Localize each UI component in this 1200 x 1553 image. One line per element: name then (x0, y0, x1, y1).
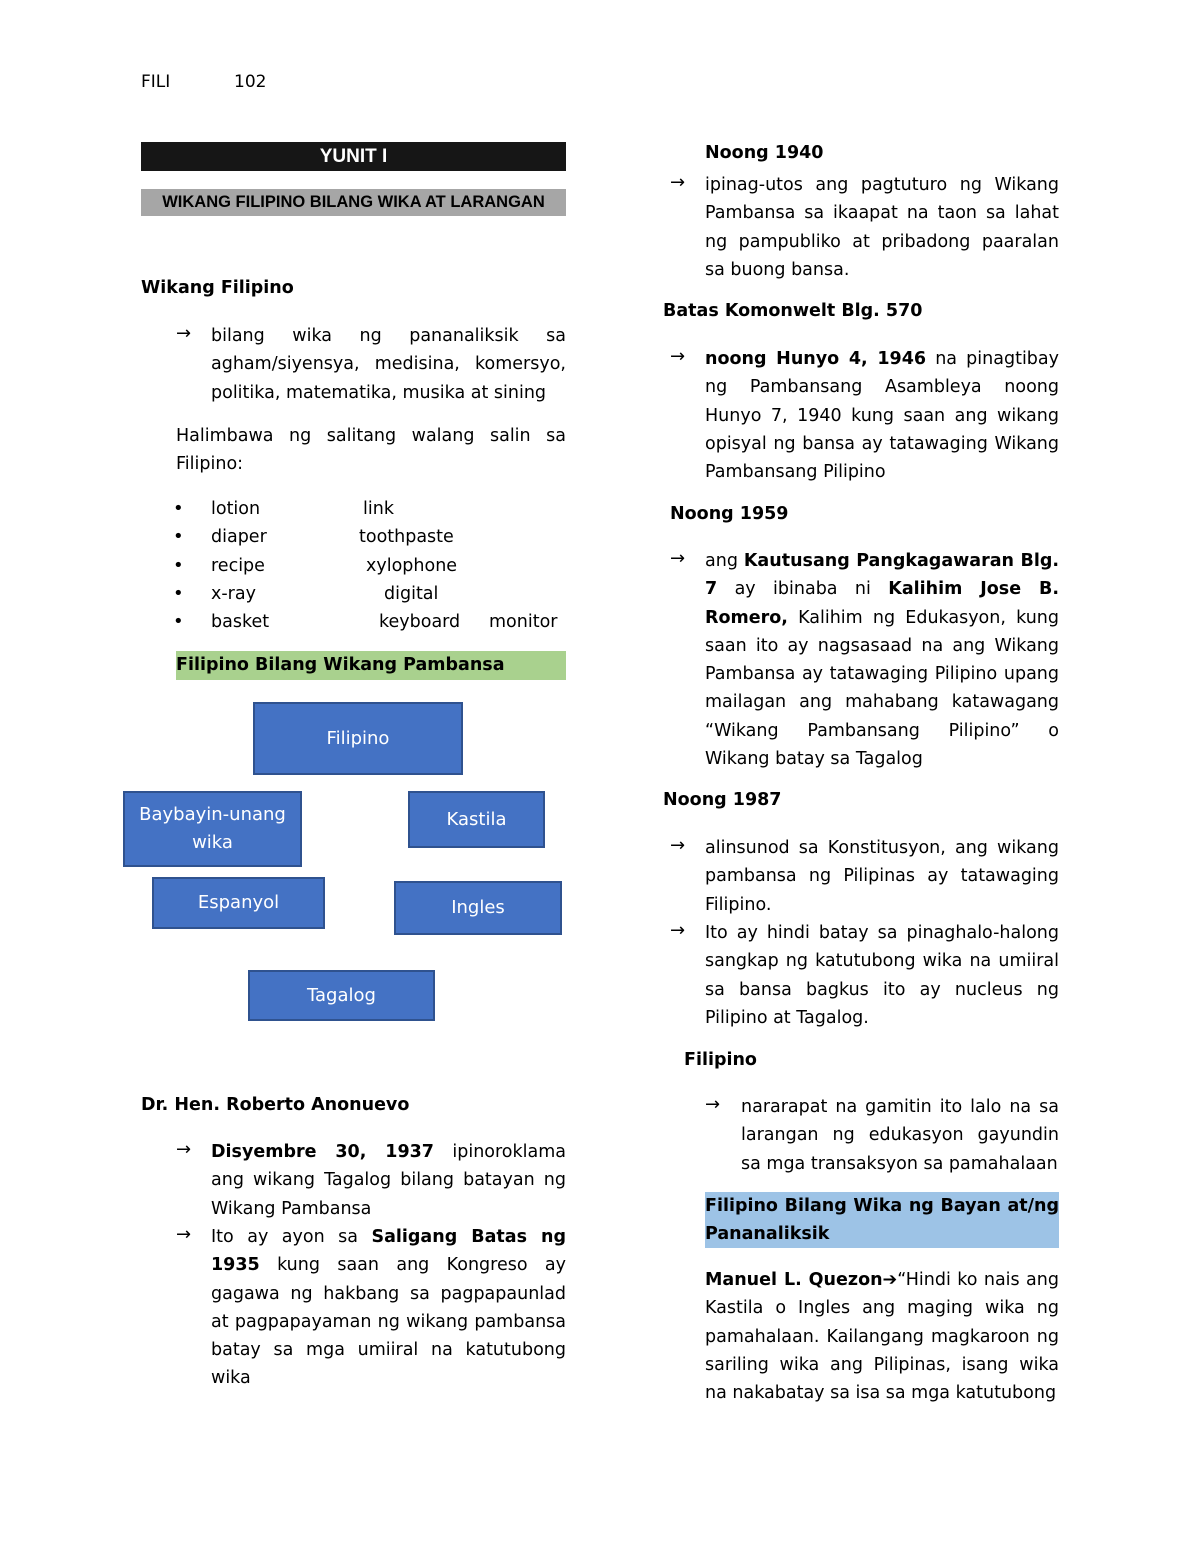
example-intro: Halimbawa ng salitang walang salin sa Filipino: (176, 426, 566, 475)
bullet-icon: • (173, 582, 184, 604)
list-item: • x-ray digital (173, 580, 568, 608)
heading-noong-1987: Noong 1987 (663, 790, 782, 810)
filipino-text: nararapat na gamitin ito lalo na sa larangan ng edukasyon gayundin sa mga transaksyon sa pamahalaan (741, 1097, 1059, 1174)
noong-1987-item-2: Ito ay hindi batay sa pinaghalo-halong sangkap ng katutubong wika na umiiral sa bansa bagkus ito ay nucleus ng Pilipino at Tagalog. (705, 923, 1059, 1028)
arrow-icon: → (670, 548, 686, 569)
noong-1959-text: ang Kautusang Pangkagawaran Blg. 7 ay ibinaba ni Kalihim Jose B. Romero, Kalihim ng Edukasyon, kung saan ito ay nagsasaad na ang Wikang Pambansa ay tatawaging Pilipino upang mailagan ang mahabang katawagang “Wikang Pambansang Pilipino” o Wikang batay sa Tagalog (705, 551, 1059, 770)
bullet-icon: • (173, 554, 184, 576)
arrow-icon: → (670, 172, 686, 193)
heading-noong-1959: Noong 1959 (670, 504, 789, 524)
diagram-box-kastila: Kastila (408, 791, 545, 848)
anonuevo-item-1: Disyembre 30, 1937 ipinoroklama ang wikang Tagalog bilang batayan ng Wikang Pambansa (211, 1142, 567, 1219)
diagram-box-baybayin: Baybayin-unang wika (123, 791, 302, 867)
list-item: • recipe xylophone (173, 552, 568, 580)
course-number: 102 (234, 72, 267, 92)
diagram-box-espanyol: Espanyol (152, 877, 325, 929)
arrow-icon: → (705, 1094, 721, 1115)
diagram-box-filipino: Filipino (253, 702, 463, 775)
batas-570-text: noong Hunyo 4, 1946 na pinagtibay ng Pambansang Asambleya noong Hunyo 7, 1940 kung saan ang wikang opisyal ng bansa ay tatawaging Wikang Pambansang Pilipino (705, 349, 1059, 483)
list-item: • basket keyboard monitor (173, 608, 568, 636)
heading-noong-1940: Noong 1940 (705, 143, 824, 163)
arrow-icon: → (176, 1139, 192, 1160)
bayan-heading: Filipino Bilang Wika ng Bayan at/ng Pananaliksik (705, 1192, 1059, 1248)
arrow-icon: → (670, 920, 686, 941)
bullet-icon: • (173, 498, 184, 519)
heading-batas-570: Batas Komonwelt Blg. 570 (663, 301, 923, 321)
bullet-icon: • (173, 611, 184, 633)
noong-1940-text: ipinag-utos ang pagtuturo ng Wikang Pambansa sa ikaapat na taon sa lahat ng pampubliko at pribadong paaralan sa buong bansa. (705, 175, 1059, 280)
heading-filipino: Filipino (684, 1050, 757, 1070)
list-item: • diaper toothpaste (173, 523, 568, 551)
arrow-icon: → (670, 835, 686, 856)
course-code: FILI (141, 72, 171, 92)
arrow-icon: → (670, 346, 686, 367)
anonuevo-item-2: Ito ay ayon sa Saligang Batas ng 1935 kung saan ang Kongreso ay gagawa ng hakbang sa pagpapaunlad at pagpapayaman ng wikang pambansa batay sa mga umiiral na katutubong wika (211, 1227, 566, 1389)
bullet-icon: • (173, 526, 184, 548)
section-heading-anonuevo: Dr. Hen. Roberto Anonuevo (141, 1095, 410, 1115)
diagram-box-ingles: Ingles (394, 881, 562, 935)
diagram-box-tagalog: Tagalog (248, 970, 435, 1021)
example-list (173, 495, 568, 636)
noong-1987-item-1: alinsunod sa Konstitusyon, ang wikang pambansa ng Pilipinas ay tatawaging Filipino. (705, 838, 1059, 915)
pambansa-heading: Filipino Bilang Wikang Pambansa (176, 651, 566, 680)
arrow-right-icon: ➔ (882, 1270, 898, 1290)
arrow-icon: → (176, 323, 192, 344)
definition-text: bilang wika ng pananaliksik sa agham/siyensya, medisina, komersyo, politika, matematika, musika at sining (211, 326, 566, 403)
list-item: • lotion link (173, 495, 568, 523)
section-heading-wikang-filipino: Wikang Filipino (141, 278, 294, 298)
unit-title: YUNIT I (141, 142, 566, 171)
quezon-quote: Manuel L. Quezon➔“Hindi ko nais ang Kastila o Ingles ang maging wika ng pamahalaan. Kailangang magkaroon ng sariling wika ang Pilipinas, isang wika na nakabatay sa isa sa mga katutubong (705, 1270, 1059, 1404)
unit-subtitle: WIKANG FILIPINO BILANG WIKA AT LARANGAN (141, 189, 566, 216)
arrow-icon: → (176, 1224, 192, 1245)
